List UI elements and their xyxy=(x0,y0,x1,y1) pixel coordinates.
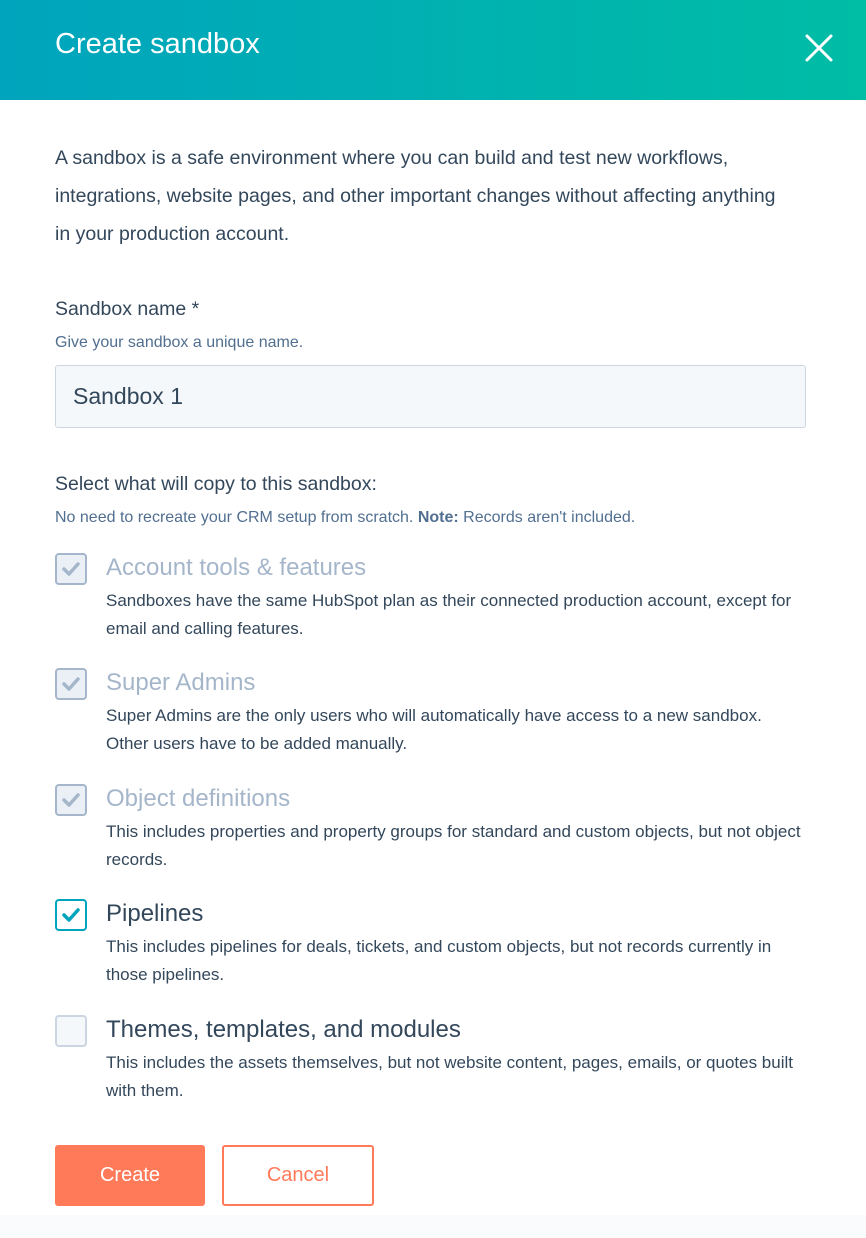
checkmark-icon xyxy=(62,792,80,808)
option-description: This includes pipelines for deals, tickets, and custom objects, but not records currently in those pipelines. xyxy=(106,937,772,984)
modal-footer xyxy=(0,1215,866,1238)
checkbox-themes-templates-modules[interactable] xyxy=(55,1015,87,1047)
modal-header xyxy=(0,0,866,100)
option-description: This includes properties and property groups for standard and custom objects, but not object records. xyxy=(106,822,801,869)
option-description: This includes the assets themselves, but not website content, pages, emails, or quotes built with them. xyxy=(106,1053,793,1100)
checkmark-icon xyxy=(62,907,80,923)
option-title: Themes, templates, and modules xyxy=(106,1016,461,1043)
option-title: Account tools & features xyxy=(106,554,367,581)
checkbox-account-tools xyxy=(55,553,87,585)
copy-help-note: Note: xyxy=(417,509,459,526)
create-button[interactable]: Create xyxy=(55,1145,205,1206)
option-title: Super Admins xyxy=(106,669,256,696)
checkmark-icon xyxy=(62,676,80,692)
checkbox-pipelines[interactable] xyxy=(55,899,87,931)
sandbox-name-input[interactable] xyxy=(55,365,806,428)
intro-text: A sandbox is a safe environment where you can build and test new workflows, integrations, website pages, and other important changes without affecting anything in your production account. xyxy=(55,147,776,245)
close-icon[interactable] xyxy=(804,33,834,63)
sandbox-name-help: Give your sandbox a unique name. xyxy=(55,334,304,351)
modal-title: Create sandbox xyxy=(55,28,260,60)
option-description: Sandboxes have the same HubSpot plan as their connected production account, except for email and calling features. xyxy=(106,591,792,638)
copy-help-text: No need to recreate your CRM setup from scratch. xyxy=(55,509,414,526)
sandbox-name-label: Sandbox name * xyxy=(55,298,200,320)
checkbox-object-definitions xyxy=(55,784,87,816)
checkmark-icon xyxy=(62,561,80,577)
option-title: Pipelines xyxy=(106,900,204,927)
option-description: Super Admins are the only users who will automatically have access to a new sandbox. Other users have to be added manually. xyxy=(106,706,762,753)
option-title: Object definitions xyxy=(106,785,291,812)
copy-help-suffix: Records aren't included. xyxy=(463,509,636,526)
checkbox-super-admins xyxy=(55,668,87,700)
copy-help xyxy=(55,509,635,527)
copy-label: Select what will copy to this sandbox: xyxy=(55,473,377,495)
cancel-button[interactable]: Cancel xyxy=(222,1145,374,1206)
